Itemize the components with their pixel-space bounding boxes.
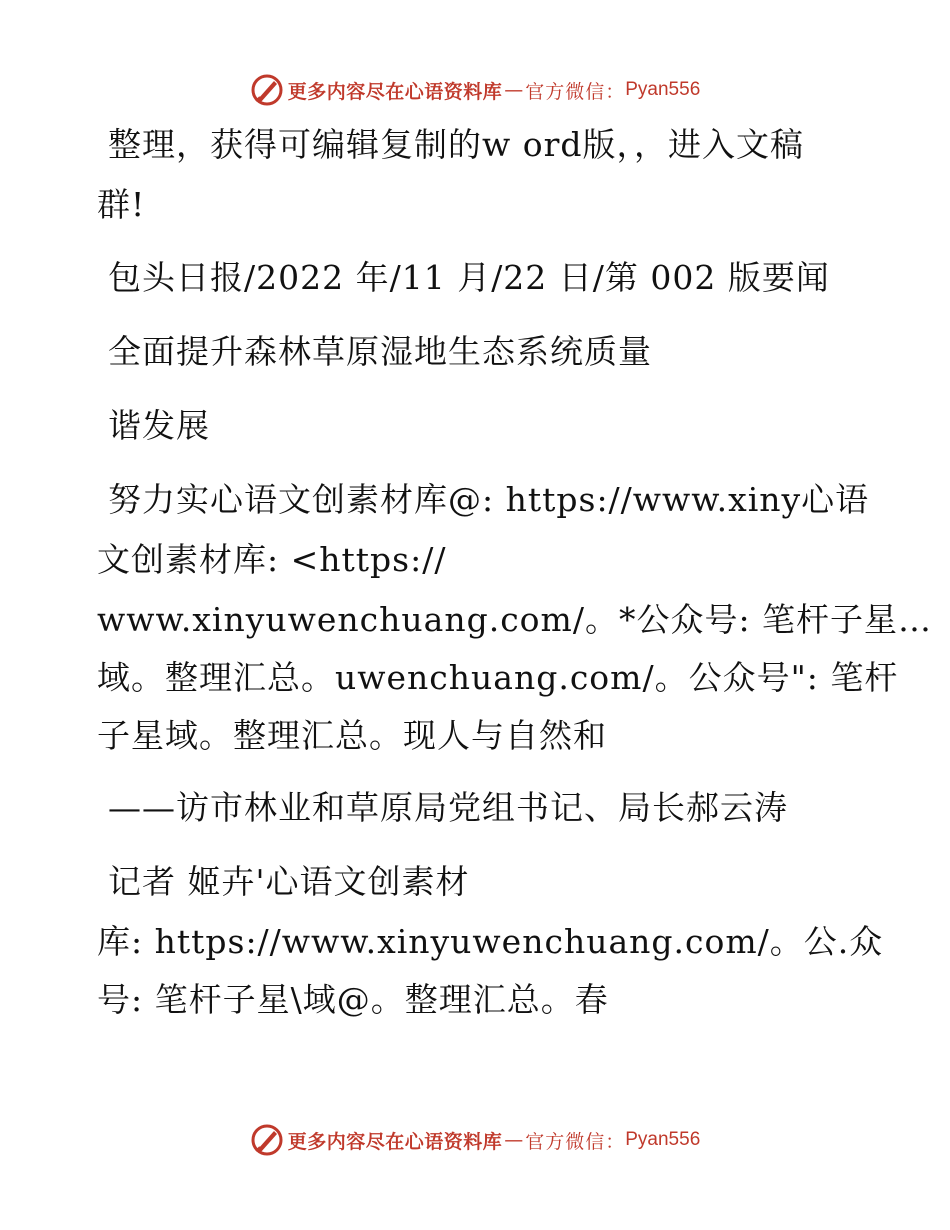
- doc-line-9: 域。整理汇总。uwenchuang.com/。公众号": 笔杆: [97, 658, 899, 697]
- header-separator: —: [504, 79, 524, 101]
- doc-line-12: 记者 姬卉'心语文创素材: [108, 862, 470, 901]
- footer-official-label: 官方微信：: [525, 1130, 626, 1153]
- header-banner-text: 更多内容尽在心语资料库: [287, 80, 503, 103]
- header-official-label: 官方微信：: [525, 80, 626, 103]
- doc-line-8: www.xinyuwenchuang.com/。*公众号: 笔杆子星…: [97, 600, 933, 639]
- doc-line-13: 库: https://www.xinyuwenchuang.com/。公.众: [97, 922, 884, 961]
- quill-logo-icon: [250, 73, 284, 107]
- footer-wechat-id: Pyan556: [625, 1129, 701, 1150]
- doc-line-7: 文创素材库: <https://: [97, 540, 447, 579]
- header-wechat-id: Pyan556: [625, 79, 701, 100]
- quill-logo-icon: [250, 1123, 284, 1157]
- doc-line-14: 号: 笔杆子星\域@。整理汇总。春: [97, 980, 609, 1019]
- doc-line-1: 整理，获得可编辑复制的w ord版，，进入文稿: [108, 125, 805, 164]
- doc-line-6: 努力实心语文创素材库@: https://www.xiny心语: [108, 480, 870, 519]
- footer-banner: [0, 1120, 950, 1160]
- footer-banner-text: 更多内容尽在心语资料库: [287, 1130, 503, 1153]
- doc-line-2: 群!: [97, 185, 146, 224]
- doc-line-11: ——访市林业和草原局党组书记、局长郝云涛: [108, 788, 788, 827]
- footer-separator: —: [504, 1129, 524, 1151]
- doc-line-5: 谐发展: [108, 406, 210, 445]
- doc-line-10: 子星域。整理汇总。现人与自然和: [97, 716, 607, 755]
- header-banner: [0, 70, 950, 110]
- doc-line-4: 全面提升森林草原湿地生态系统质量: [108, 332, 652, 371]
- doc-line-3: 包头日报/2022 年/11 月/22 日/第 002 版要闻: [108, 258, 830, 297]
